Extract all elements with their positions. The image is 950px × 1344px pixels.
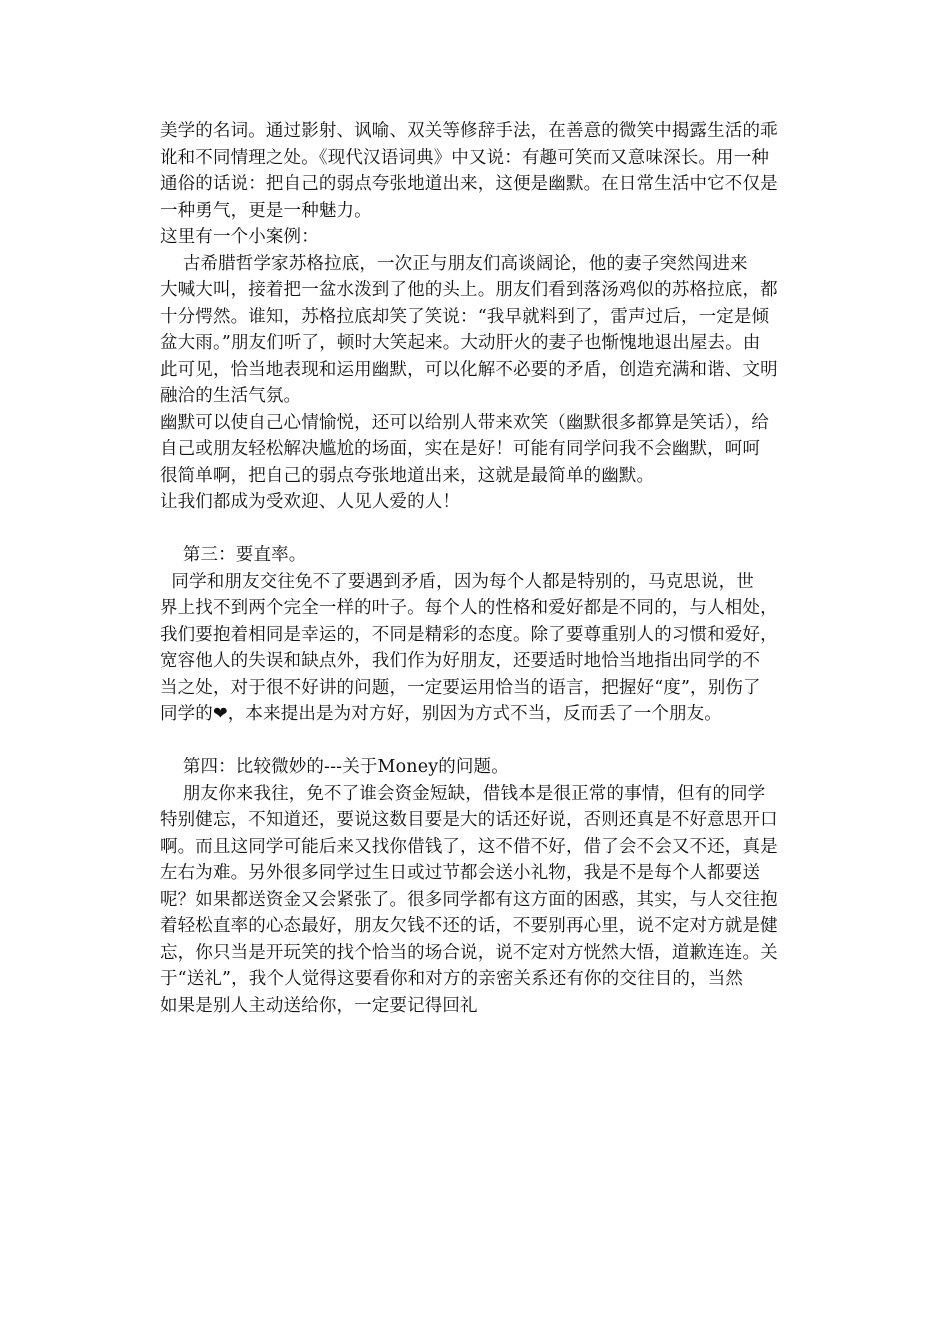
text-line: 此可见，恰当地表现和运用幽默，可以化解不必要的矛盾，创造充满和谐、文明	[160, 359, 778, 380]
text-line: 同学的❤，本来提出是为对方好，别因为方式不当，反而丢了一个朋友。	[160, 704, 722, 724]
text-line: 忘，你只当是开玩笑的找个恰当的场合说，说不定对方恍然大悟，道歉连连。关	[160, 942, 778, 963]
text-line: 古希腊哲学家苏格拉底，一次正与朋友们高谈阔论，他的妻子突然闯进来	[160, 253, 748, 274]
text-line: 如果是别人主动送给你，一定要记得回礼	[160, 995, 478, 1016]
text-line: 朋友你来我往，免不了谁会资金短缺，借钱本是很正常的事情，但有的同学	[160, 783, 766, 804]
text-line: 让我们都成为受欢迎、人见人爱的人！	[160, 492, 461, 512]
text-line: 盆大雨。”朋友们听了，顿时大笑起来。大动肝火的妻子也惭愧地退出屋去。由	[160, 333, 761, 353]
text-line: 讹和不同情理之处。《现代汉语词典》中又说：有趣可笑而又意味深长。用一种	[160, 147, 769, 168]
document-page	[160, 118, 800, 1019]
text-line: 当之处，对于很不好讲的问题，一定要运用恰当的语言，把握好“度”，别伤了	[160, 677, 761, 698]
text-line: 融洽的生活气氛。	[160, 386, 302, 406]
paragraph-spacer	[160, 728, 800, 755]
text-line: 特别健忘，不知道还，要说这数目要是大的话还好说，否则还真是不好意思开口	[160, 810, 778, 830]
text-line: 宽容他人的失误和缺点外，我们作为好朋友，还要适时地恰当地指出同学的不	[160, 651, 761, 671]
text-line: 很简单啊，把自己的弱点夸张地道出来，这就是最简单的幽默。	[160, 465, 655, 486]
paragraph-spacer	[160, 516, 800, 543]
text-line: 啊。而且这同学可能后来又找你借钱了，这不借不好，借了会不会又不还，真是	[160, 836, 778, 857]
text-line: 幽默可以使自己心情愉悦，还可以给别人带来欢笑（幽默很多都算是笑话），给	[160, 412, 769, 433]
text-line: 左右为难。另外很多同学过生日或过节都会送小礼物，我是不是每个人都要送	[160, 863, 761, 883]
text-line: 十分愕然。谁知，苏格拉底却笑了笑说：“我早就料到了，雷声过后，一定是倾	[160, 306, 770, 327]
section-heading: 第四：比较微妙的---关于Money的问题。	[160, 757, 509, 777]
text-line: 界上找不到两个完全一样的叶子。每个人的性格和爱好都是不同的，与人相处，	[160, 598, 778, 618]
text-line: 自己或朋友轻松解决尴尬的场面，实在是好！可能有同学问我不会幽默，呵呵	[160, 439, 761, 459]
text-line: 我们要抱着相同是幸运的，不同是精彩的态度。除了要尊重别人的习惯和爱好，	[160, 624, 778, 645]
text-line: 着轻松直率的心态最好，朋友欠钱不还的话，不要别再心里，说不定对方就是健	[160, 916, 778, 936]
section-heading: 第三：要直率。	[160, 545, 307, 565]
text-line: 呢？如果都送资金又会紧张了。很多同学都有这方面的困惑，其实，与人交往抱	[160, 889, 778, 910]
text-line: 通俗的话说：把自己的弱点夸张地道出来，这便是幽默。在日常生活中它不仅是	[160, 174, 778, 194]
text-line: 于“送礼”，我个人觉得这要看你和对方的亲密关系还有你的交往目的，当然	[160, 969, 743, 989]
text-line: 美学的名词。通过影射、讽喻、双关等修辞手法，在善意的微笑中揭露生活的乖	[160, 121, 778, 141]
text-line: 一种勇气，更是一种魅力。	[160, 200, 372, 221]
text-line: 这里有一个小案例：	[160, 227, 319, 247]
text-line: 同学和朋友交往免不了要遇到矛盾，因为每个人都是特别的，马克思说，世	[160, 571, 754, 592]
text-line: 大喊大叫，接着把一盆水泼到了他的头上。朋友们看到落汤鸡似的苏格拉底，都	[160, 280, 778, 300]
